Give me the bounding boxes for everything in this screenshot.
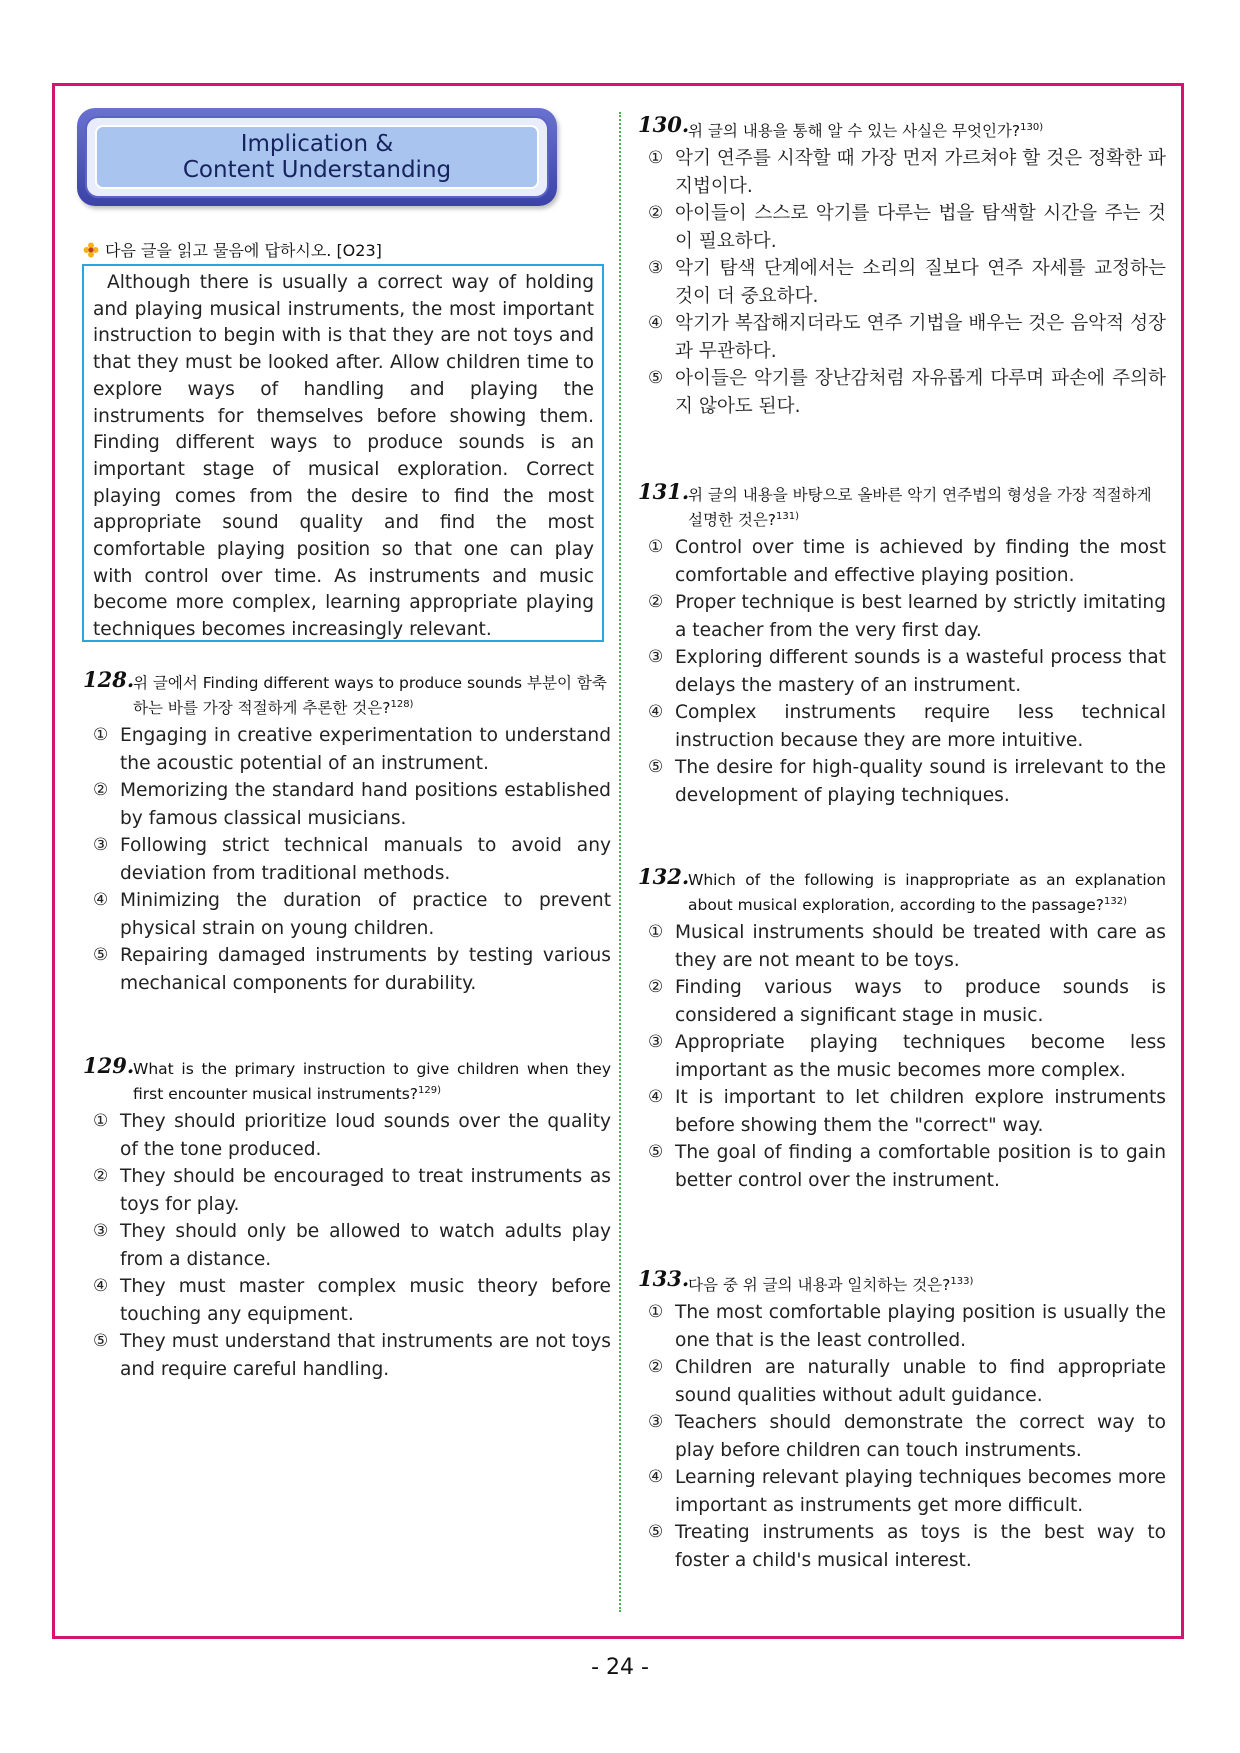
option-2[interactable] [83,777,611,832]
option-5[interactable] [638,1139,1166,1194]
option-text: Proper technique is best learned by strictly imitating a teacher from the very first day. [675,592,1166,641]
option-text: They should prioritize loud sounds over the quality of the tone produced. [120,1111,611,1160]
option-1[interactable] [83,722,611,777]
option-mark: ③ [648,258,664,279]
footnote-ref: 128) [390,699,414,710]
question-131 [638,479,1166,809]
option-text: Learning relevant playing techniques becomes more important as instruments get more difficult. [675,1467,1166,1516]
option-mark: ② [648,1357,664,1378]
question-stem [638,479,1166,531]
question-number: 130. [638,112,690,137]
option-mark: ⑤ [648,368,664,389]
option-text: 악기 탐색 단계에서는 소리의 질보다 연주 자세를 교정하는 것이 더 중요하다. [675,258,1166,307]
option-2[interactable] [638,974,1166,1029]
option-mark: ③ [648,647,664,668]
option-text: Control over time is achieved by finding the most comfortable and effective playing position. [675,537,1166,586]
page-number: - 24 - [591,1655,649,1680]
option-text: It is important to let children explore instruments before showing them the "correct" way. [675,1087,1166,1136]
option-4[interactable] [83,887,611,942]
option-text: They should be encouraged to treat instruments as toys for play. [120,1166,611,1215]
option-mark: ③ [648,1032,664,1053]
option-4[interactable] [638,699,1166,754]
option-text: Teachers should demonstrate the correct way to play before children can touch instruments. [675,1412,1166,1461]
option-mark: ② [648,977,664,998]
option-text: They should only be allowed to watch adults play from a distance. [120,1221,611,1270]
question-132 [638,864,1166,1194]
option-4[interactable] [638,1084,1166,1139]
option-1[interactable] [638,534,1166,589]
option-text: Treating instruments as toys is the best way to foster a child's musical interest. [675,1522,1166,1571]
option-text: 아이들은 악기를 장난감처럼 자유롭게 다루며 파손에 주의하지 않아도 된다. [675,368,1166,417]
option-4[interactable] [638,310,1166,365]
question-text: 다음 중 위 글의 내용과 일치하는 것은? [688,1276,951,1295]
option-3[interactable] [83,832,611,887]
option-list [638,534,1166,809]
option-mark: ④ [648,702,664,723]
option-5[interactable] [83,1328,611,1383]
option-mark: ① [648,148,664,169]
option-3[interactable] [83,1218,611,1273]
question-130 [638,112,1166,420]
option-list [83,722,611,997]
option-text: Complex instruments require less technical instruction because they are more intuitive. [675,702,1166,751]
option-text: Following strict technical manuals to avoid any deviation from traditional methods. [120,835,611,884]
footnote-ref: 132) [1104,896,1127,907]
option-4[interactable] [83,1273,611,1328]
option-text: 악기 연주를 시작할 때 가장 먼저 가르쳐야 할 것은 정확한 파지법이다. [675,148,1166,197]
option-mark: ⑤ [648,757,664,778]
option-mark: ④ [648,313,664,334]
option-text: They must master complex music theory before touching any equipment. [120,1276,611,1325]
option-5[interactable] [83,942,611,997]
option-mark: ① [93,1111,109,1132]
option-text: 악기가 복잡해지더라도 연주 기법을 배우는 것은 음악적 성장과 무관하다. [675,313,1166,362]
question-129 [83,1053,611,1383]
question-text: 위 글의 내용을 통해 알 수 있는 사실은 무엇인가? [688,122,1021,141]
option-text: The desire for high-quality sound is irrelevant to the development of playing techniques. [675,757,1166,806]
footnote-ref: 133) [950,1276,974,1287]
option-2[interactable] [638,1354,1166,1409]
question-stem [638,864,1166,916]
option-text: Finding various ways to produce sounds is considered a significant stage in music. [675,977,1166,1026]
question-stem [83,1053,611,1105]
question-stem [83,667,611,719]
question-128 [83,667,611,997]
option-mark: ① [648,1302,664,1323]
option-text: Exploring different sounds is a wasteful process that delays the mastery of an instrument. [675,647,1166,696]
option-list [638,1299,1166,1574]
banner-title-line1: Implication & [240,131,394,157]
footnote-ref: 131) [776,511,800,522]
option-mark: ④ [648,1467,664,1488]
question-text: 위 글의 내용을 바탕으로 올바른 악기 연주법의 형성을 가장 적절하게 설명한 것은? [688,486,1152,530]
option-mark: ⑤ [648,1142,664,1163]
option-1[interactable] [638,919,1166,974]
option-mark: ② [648,203,664,224]
option-2[interactable] [638,200,1166,255]
option-text: Memorizing the standard hand positions established by famous classical musicians. [120,780,611,829]
option-3[interactable] [638,1409,1166,1464]
option-mark: ② [93,780,109,801]
option-text: The most comfortable playing position is usually the one that is the least controlled. [675,1302,1166,1351]
option-mark: ④ [648,1087,664,1108]
footnote-ref: 130) [1020,122,1044,133]
question-number: 132. [638,864,690,889]
banner-title [95,125,539,189]
column-divider [619,112,621,1612]
question-number: 133. [638,1266,690,1291]
flower-icon [83,242,99,258]
option-1[interactable] [638,145,1166,200]
option-4[interactable] [638,1464,1166,1519]
option-3[interactable] [638,1029,1166,1084]
question-number: 129. [83,1053,135,1078]
option-mark: ① [648,537,664,558]
option-mark: ① [93,725,109,746]
option-mark: ⑤ [648,1522,664,1543]
option-text: Engaging in creative experimentation to understand the acoustic potential of an instrument. [120,725,611,774]
option-mark: ④ [93,1276,109,1297]
option-text: The goal of finding a comfortable position is to gain better control over the instrument. [675,1142,1166,1191]
option-1[interactable] [638,1299,1166,1354]
option-5[interactable] [638,1519,1166,1574]
question-133 [638,1266,1166,1574]
question-stem [638,112,1166,142]
option-list [638,145,1166,420]
banner-title-line2: Content Understanding [182,157,452,183]
instruction-text: 다음 글을 읽고 물음에 답하시오. [O23] [105,241,382,260]
option-2[interactable] [83,1163,611,1218]
option-text: 아이들이 스스로 악기를 다루는 법을 탐색할 시간을 주는 것이 필요하다. [675,203,1166,252]
option-3[interactable] [638,255,1166,310]
passage-text: Although there is usually a correct way of holding and playing musical instruments, the most important instruction to begin with is that they are not toys and that they must be looked after. Allow children time to explore ways of handling and playing the instruments for themselves before showing them. Finding different ways to produce sounds is an important stage of musical exploration. Correct playing comes from the desire to find the most appropriate sound quality and find the most comfortable playing position so that one can play with control over time. As instruments and music become more complex, learning appropriate playing techniques becomes increasingly relevant. [93,272,594,641]
option-text: Children are naturally unable to find appropriate sound qualities without adult guidance. [675,1357,1166,1406]
question-text: Which of the following is inappropriate as an explanation about musical exploration, according to the passage? [688,871,1166,915]
option-1[interactable] [83,1108,611,1163]
option-mark: ⑤ [93,1331,109,1352]
question-text: What is the primary instruction to give children when they first encounter musical instruments? [133,1060,611,1104]
option-mark: ④ [93,890,109,911]
banner-border [85,116,549,198]
option-text: Appropriate playing techniques become less important as the music becomes more complex. [675,1032,1166,1081]
option-text: Repairing damaged instruments by testing various mechanical components for durability. [120,945,611,994]
section-banner [77,108,557,206]
option-3[interactable] [638,644,1166,699]
option-text: They must understand that instruments are not toys and require careful handling. [120,1331,611,1380]
option-2[interactable] [638,589,1166,644]
question-text: 위 글에서 Finding different ways to produce sounds 부분이 함축하는 바를 가장 적절하게 추론한 것은? [133,674,607,718]
option-text: Minimizing the duration of practice to prevent physical strain on young children. [120,890,611,939]
option-mark: ⑤ [93,945,109,966]
option-mark: ③ [93,835,109,856]
instruction-line [83,238,382,261]
footnote-ref: 129) [418,1085,442,1096]
option-list [638,919,1166,1194]
question-number: 128. [83,667,135,692]
option-5[interactable] [638,365,1166,420]
option-mark: ③ [648,1412,664,1433]
option-mark: ① [648,922,664,943]
option-text: Musical instruments should be treated with care as they are not meant to be toys. [675,922,1166,971]
reading-passage [82,264,604,642]
question-number: 131. [638,479,690,504]
option-mark: ② [648,592,664,613]
question-stem [638,1266,1166,1296]
option-5[interactable] [638,754,1166,809]
option-list [83,1108,611,1383]
option-mark: ② [93,1166,109,1187]
option-mark: ③ [93,1221,109,1242]
